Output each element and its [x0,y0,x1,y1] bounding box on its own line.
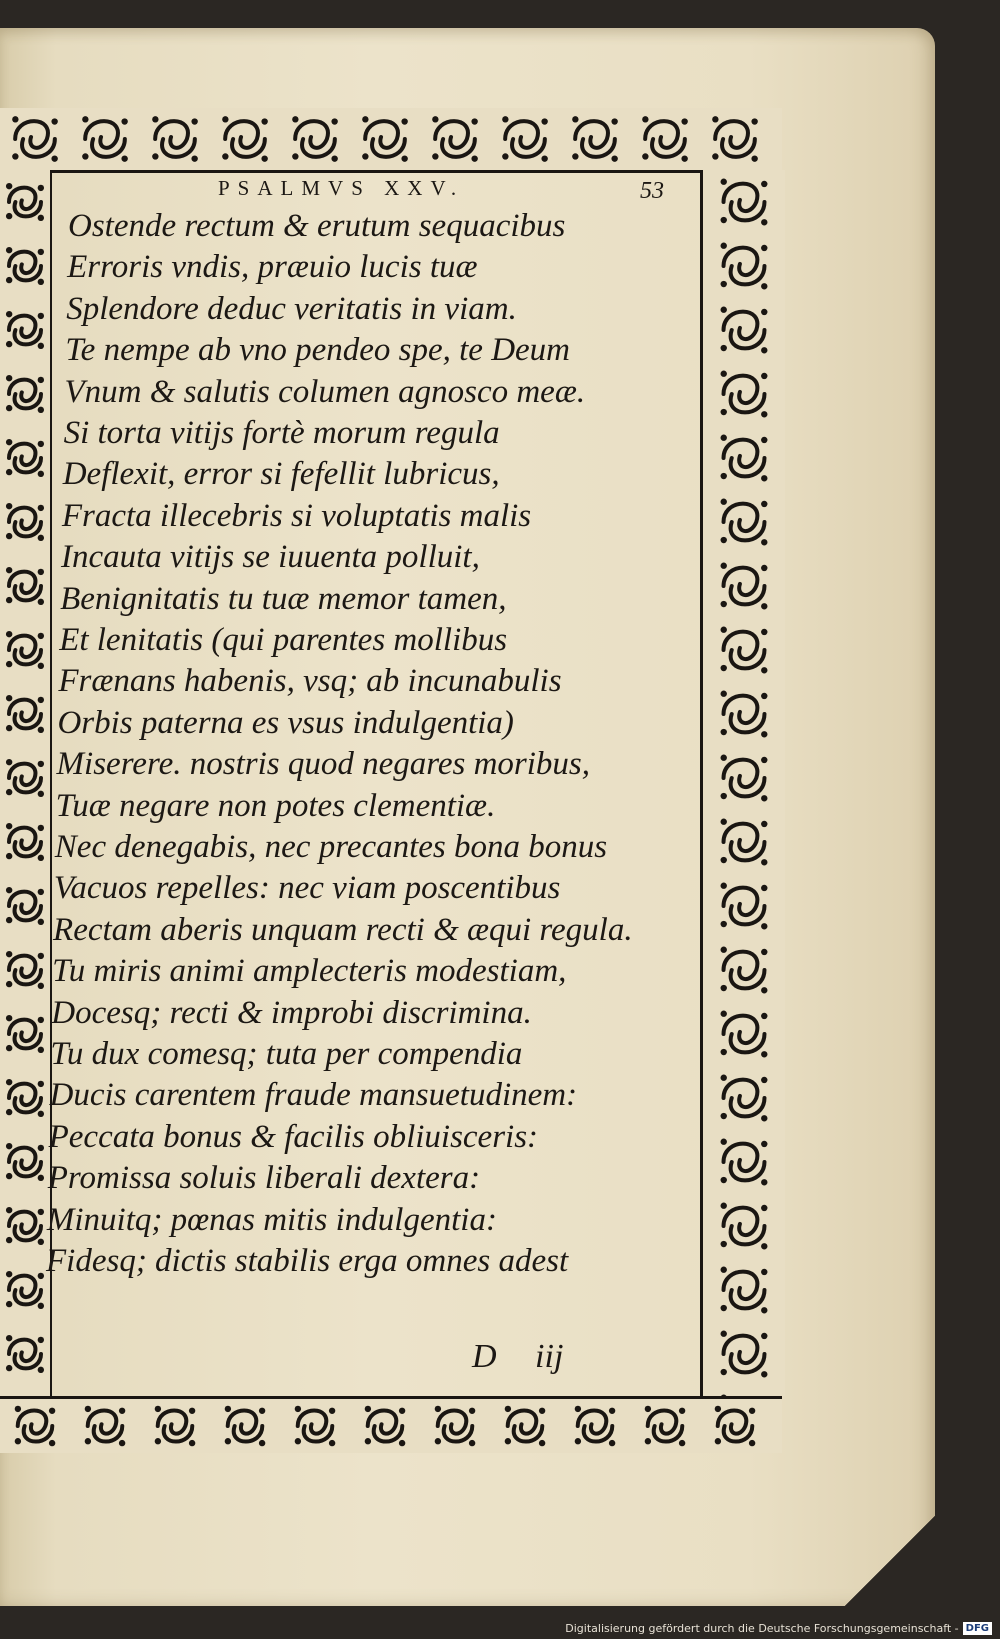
verse-line: Benignitatis tu tuæ memor tamen, [60,580,507,617]
verse-line: Rectam aberis unquam recti & æqui regula. [53,911,633,948]
verse-line: Tu dux comesq; tuta per compendia [50,1036,523,1072]
border-right-ornament [700,170,785,1396]
verse-line: Fidesq; dictis stabilis erga omnes adest [46,1243,569,1279]
verse-line: Splendore deduc veritatis in viam. [66,290,517,327]
running-head: PSALMVS XXV. [218,176,465,200]
verse-line: Miserere. nostris quod negares moribus, [56,746,591,783]
verse-line: Docesq; recti & improbi discrimina. [51,994,532,1031]
verse-line: Ducis carentem fraude mansuetudinem: [49,1077,578,1114]
scrollwork-pattern [0,1399,782,1453]
verse-line: Te nempe ab vno pendeo spe, te Deum [65,332,571,369]
verse-line: Promissa soluis liberali dextera: [47,1160,481,1197]
verse-line: Incauta vitijs se iuuenta polluit, [60,539,480,576]
verse-line: Et lenitatis (qui parentes mollibus [59,622,508,658]
verse-line: Minuitq; pœnas mitis indulgentia: [46,1201,497,1238]
verse-line: Orbis paterna es vsus indulgentia) [57,704,514,741]
verse-line: Peccata bonus & facilis obliuisceris: [48,1118,539,1155]
verse-line: Tuæ negare non potes clementiæ. [55,787,496,824]
page-number: 53 [640,178,664,204]
scrollwork-pattern [703,170,785,1396]
border-left-ornament [0,170,52,1396]
dfg-logo: DFG [963,1622,992,1635]
verse-line: Fracta illecebris si voluptatis malis [61,497,532,534]
verse-line: Vnum & salutis columen agnosco meæ. [64,373,586,410]
verse-line: Si torta vitijs fortè morum regula [63,415,500,451]
digitization-credit [565,1622,992,1635]
verse-line: Frænans habenis, vsq; ab incunabulis [58,663,562,700]
signature-mark: D iij [472,1338,564,1375]
scrollwork-pattern [0,108,782,170]
verse-line: Deflexit, error si fefellit lubricus, [62,456,500,493]
book-page [0,28,935,1606]
verse-line: Erroris vndis, præuio lucis tuæ [67,249,478,286]
verse-line: Ostende rectum & erutum sequacibus [68,208,566,244]
scrollwork-pattern [0,170,50,1396]
verse-line: Nec denegabis, nec precantes bona bonus [54,829,608,865]
verse-line: Vacuos repelles: nec viam poscentibus [53,870,561,907]
verse-line: Tu miris animi amplecteris modestiam, [52,953,567,990]
credit-text: Digitalisierung gefördert durch die Deutsche Forschungsgemeinschaft - [565,1622,959,1635]
border-bottom-ornament [0,1396,782,1453]
border-top-ornament [0,108,782,173]
